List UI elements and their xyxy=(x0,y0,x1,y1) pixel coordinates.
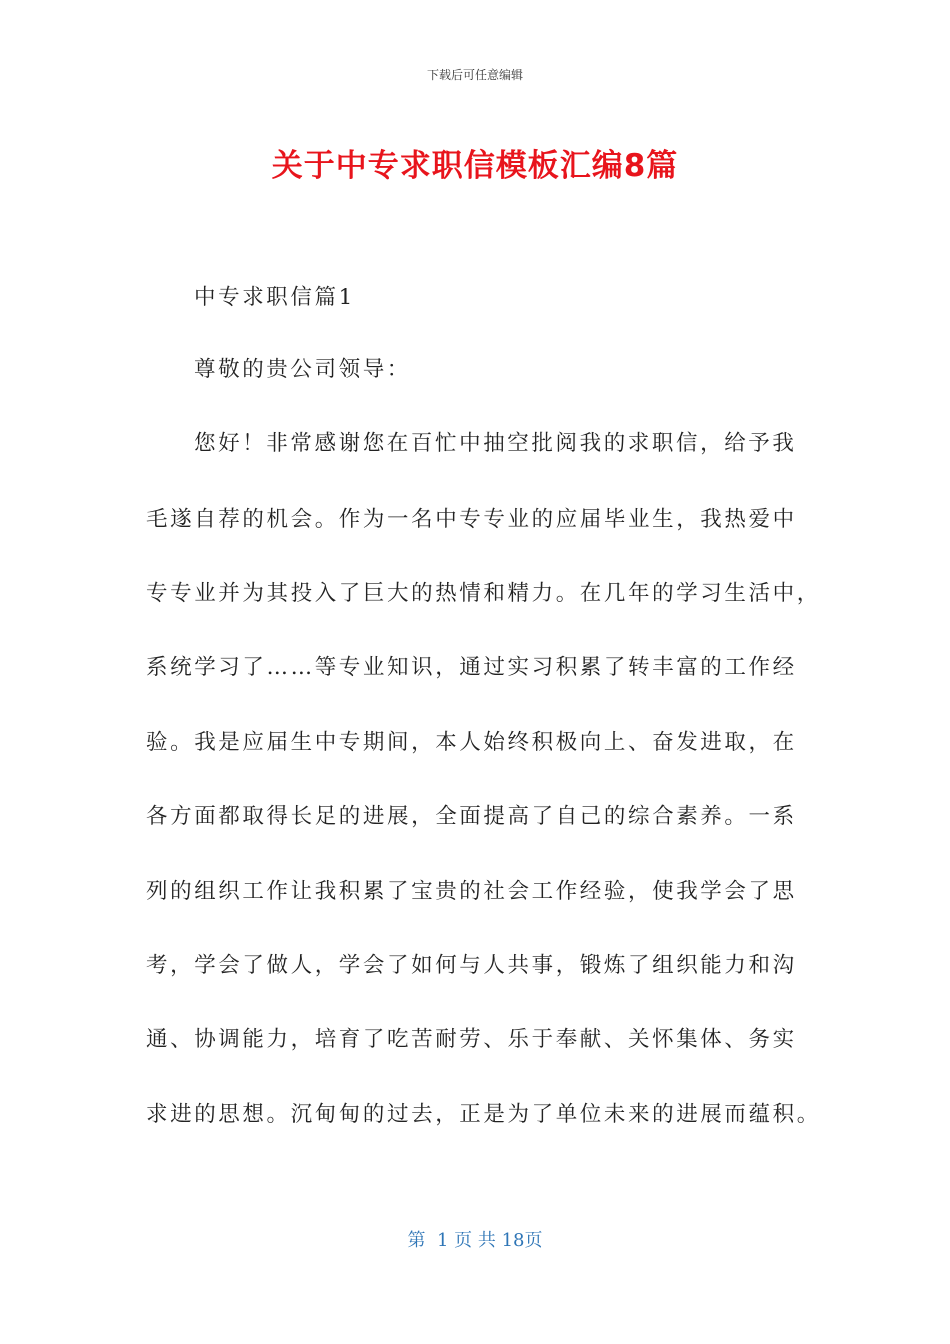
page-number-footer: 第 1 页 共 18页 xyxy=(407,1230,543,1251)
salutation: 尊敬的贵公司领导： xyxy=(194,357,411,382)
header-note: 下载后可任意编辑 xyxy=(426,68,523,82)
body-line-10: 求进的思想。沉甸甸的过去，正是为了单位未来的进展而蕴积。 xyxy=(146,1102,821,1127)
body-line-4: 系统学习了……等专业知识，通过实习积累了转丰富的工作经 xyxy=(146,655,797,680)
body-line-7: 列的组织工作让我积累了宝贵的社会工作经验，使我学会了思 xyxy=(146,879,797,904)
section-heading: 中专求职信篇1 xyxy=(194,285,355,310)
document-title: 关于中专求职信模板汇编8篇 xyxy=(271,148,679,184)
body-line-1: 您好！非常感谢您在百忙中抽空批阅我的求职信，给予我 xyxy=(194,431,797,456)
body-line-2: 毛遂自荐的机会。作为一名中专专业的应届毕业生，我热爱中 xyxy=(146,507,797,532)
body-line-6: 各方面都取得长足的进展，全面提高了自己的综合素养。一系 xyxy=(146,804,797,829)
body-line-3: 专专业并为其投入了巨大的热情和精力。在几年的学习生活中， xyxy=(146,581,821,606)
body-line-9: 通、协调能力，培育了吃苦耐劳、乐于奉献、关怀集体、务实 xyxy=(146,1027,797,1052)
body-line-5: 验。我是应届生中专期间，本人始终积极向上、奋发进取，在 xyxy=(146,730,797,755)
body-line-8: 考，学会了做人，学会了如何与人共事，锻炼了组织能力和沟 xyxy=(146,953,797,978)
